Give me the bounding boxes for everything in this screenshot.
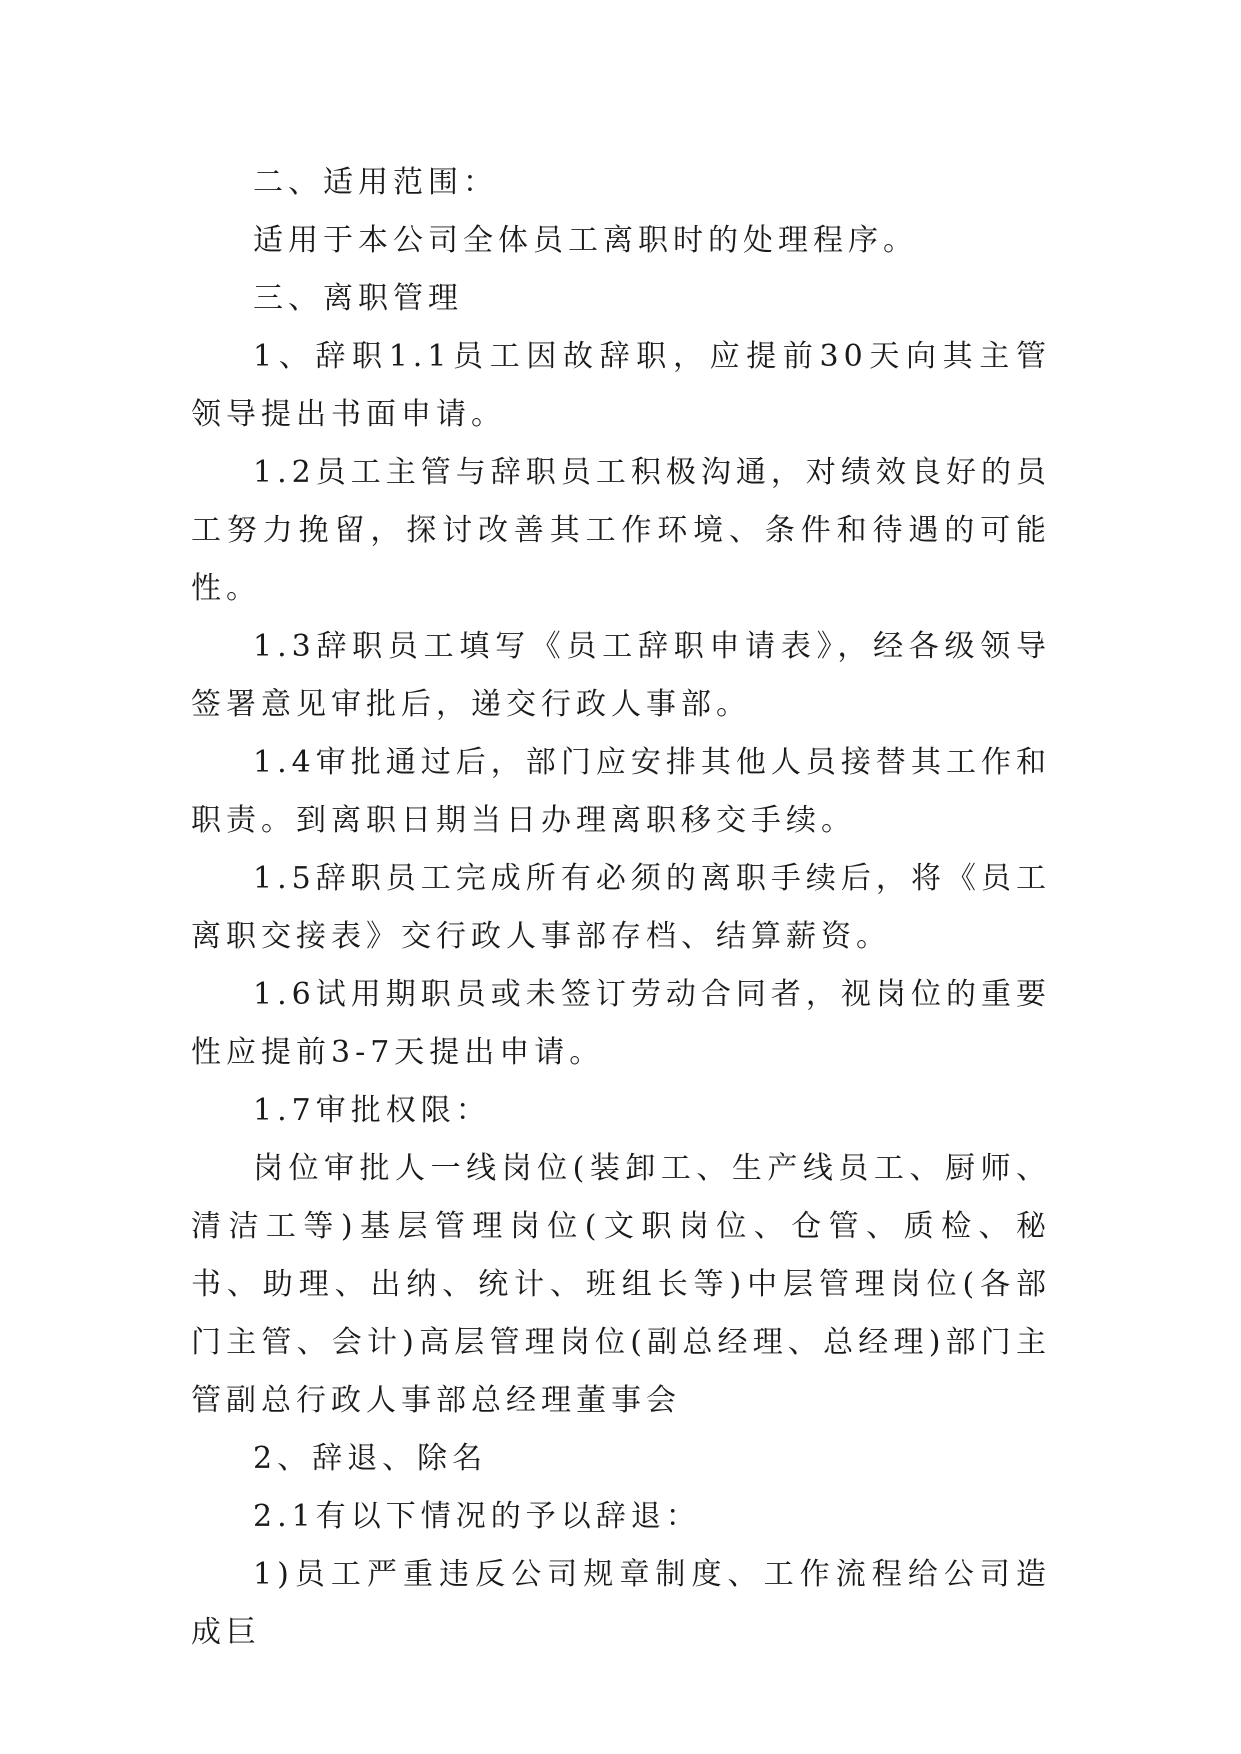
section-heading-resignation-management: 三、离职管理 <box>253 281 463 316</box>
paragraph-scope: 适用于本公司全体员工离职时的处理程序。 <box>253 223 918 258</box>
paragraph-1-5: 1.5辞职员工完成所有必须的离职手续后，将《员工离职交接表》交行政人事部存档、结算薪资。 <box>191 861 1051 954</box>
paragraph-2-1-item-1: 1)员工严重违反公司规章制度、工作流程给公司造成巨 <box>191 1557 1051 1650</box>
section-heading-scope: 二、适用范围： <box>253 165 498 200</box>
paragraph-1-3: 1.3辞职员工填写《员工辞职申请表》，经各级领导签署意见审批后，递交行政人事部。 <box>191 629 1051 722</box>
document-body <box>191 154 1051 1662</box>
paragraph-1-2: 1.2员工主管与辞职员工积极沟通，对绩效良好的员工努力挽留，探讨改善其工作环境、条件和待遇的可能性。 <box>191 455 1051 606</box>
paragraph-1-1: 1、辞职1.1员工因故辞职，应提前30天向其主管领导提出书面申请。 <box>191 339 1051 432</box>
paragraph-1-7: 1.7审批权限： <box>253 1093 491 1128</box>
paragraph-1-4: 1.4审批通过后，部门应安排其他人员接替其工作和职责。到离职日期当日办理离职移交手续。 <box>191 745 1051 838</box>
paragraph-1-6: 1.6试用期职员或未签订劳动合同者，视岗位的重要性应提前3-7天提出申请。 <box>191 977 1051 1070</box>
paragraph-2-1: 2.1有以下情况的予以辞退： <box>253 1499 701 1534</box>
paragraph-approval-authority: 岗位审批人一线岗位(装卸工、生产线员工、厨师、清洁工等)基层管理岗位(文职岗位、仓管、质检、秘书、助理、出纳、统计、班组长等)中层管理岗位(各部门主管、会计)高层管理岗位(副总经理、总经理)部门主管副总行政人事部总经理董事会 <box>191 1151 1051 1418</box>
section-heading-dismissal: 2、辞退、除名 <box>253 1441 488 1476</box>
